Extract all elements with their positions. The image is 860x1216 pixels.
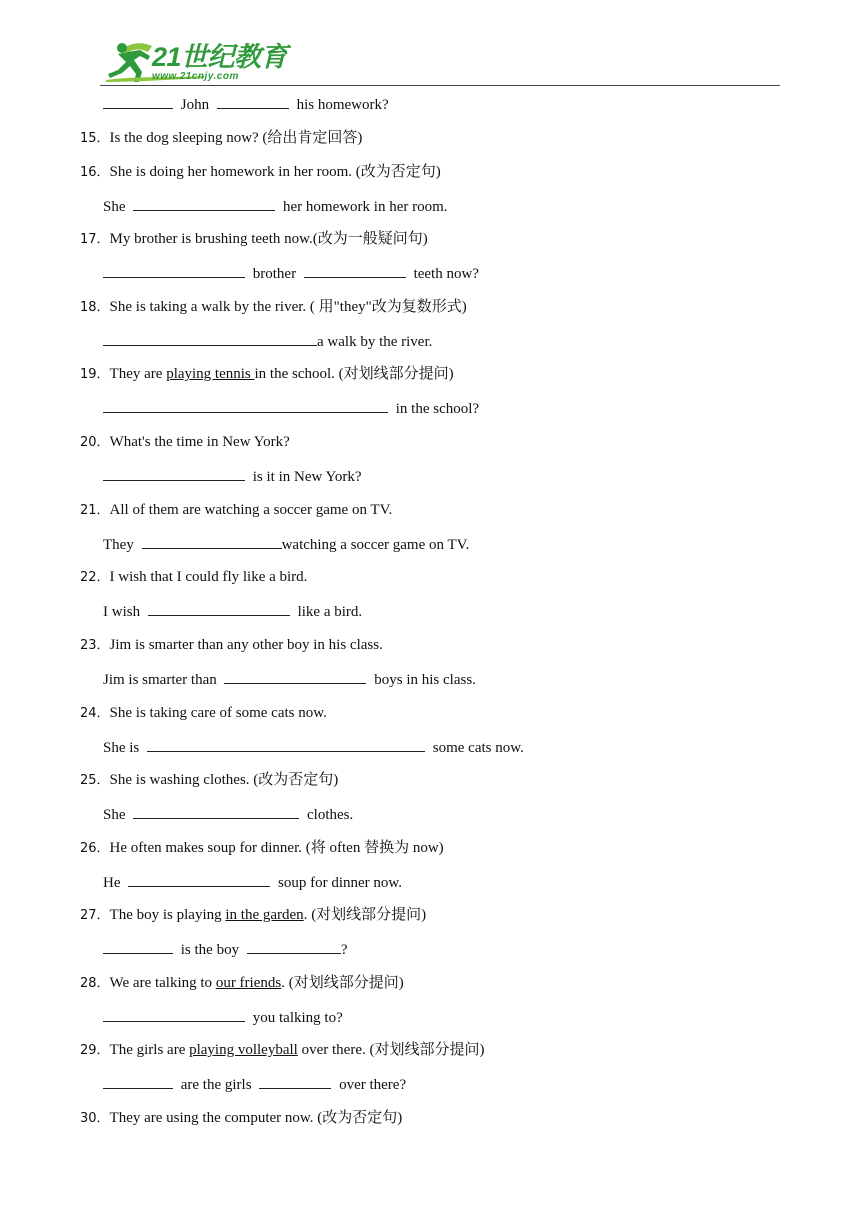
answer-text: She is bbox=[103, 740, 140, 756]
answer-line-17 bbox=[103, 261, 479, 285]
question-number: 16． bbox=[80, 165, 110, 180]
answer-text: boys in his class. bbox=[374, 672, 476, 688]
question-16 bbox=[80, 160, 441, 184]
answer-line-25 bbox=[103, 802, 353, 826]
answer-line-14 bbox=[103, 92, 389, 116]
answer-line-21 bbox=[103, 532, 469, 556]
question-number: 24． bbox=[80, 706, 110, 721]
page-header bbox=[0, 0, 860, 90]
answer-line-26 bbox=[103, 870, 402, 894]
question-text: The boy is playing bbox=[109, 907, 226, 923]
answer-text: She bbox=[103, 199, 126, 215]
logo-title: 21世纪教育 bbox=[152, 42, 288, 72]
question-number: 26． bbox=[80, 841, 110, 856]
answer-text: in the school? bbox=[395, 401, 480, 417]
question-text: What's the time in New York? bbox=[109, 434, 290, 450]
answer-blank[interactable] bbox=[103, 464, 245, 481]
answer-blank[interactable] bbox=[148, 599, 290, 616]
answer-text: John bbox=[180, 97, 210, 113]
question-number: 19． bbox=[80, 367, 110, 382]
answer-text: He bbox=[103, 875, 121, 891]
underlined-phrase: in the garden bbox=[225, 907, 304, 923]
answer-text: is the boy bbox=[180, 942, 240, 958]
question-text: She is taking a walk by the river. ( 用"they"改为复数形式) bbox=[109, 299, 467, 315]
answer-text: like a bird. bbox=[297, 604, 363, 620]
question-number: 22． bbox=[80, 570, 110, 585]
answer-text: some cats now. bbox=[432, 740, 524, 756]
question-27 bbox=[80, 903, 426, 927]
question-28 bbox=[80, 971, 404, 995]
question-19 bbox=[80, 362, 454, 386]
answer-line-27 bbox=[103, 937, 348, 961]
question-text: She is washing clothes. (改为否定句) bbox=[109, 772, 339, 788]
question-text: . (对划线部分提问) bbox=[281, 975, 404, 991]
answer-text: I wish bbox=[103, 604, 141, 620]
question-24 bbox=[80, 701, 327, 725]
header-divider bbox=[100, 85, 780, 86]
question-29 bbox=[80, 1038, 484, 1062]
question-text: Is the dog sleeping now? (给出肯定回答) bbox=[109, 130, 363, 146]
question-number: 27． bbox=[80, 908, 110, 923]
answer-line-16 bbox=[103, 194, 448, 218]
answer-text: her homework in her room. bbox=[283, 199, 448, 215]
question-30 bbox=[80, 1106, 402, 1130]
question-number: 23． bbox=[80, 638, 110, 653]
question-text: He often makes soup for dinner. (将 often 替换为 now) bbox=[109, 840, 444, 856]
question-text: Jim is smarter than any other boy in his class. bbox=[109, 637, 383, 653]
question-text: My brother is brushing teeth now.(改为一般疑问句) bbox=[109, 231, 428, 247]
answer-blank[interactable] bbox=[128, 870, 270, 887]
answer-text: is it in New York? bbox=[252, 469, 362, 485]
answer-blank[interactable] bbox=[259, 1072, 331, 1089]
answer-text: watching a soccer game on TV. bbox=[281, 537, 470, 553]
question-text: They are bbox=[109, 366, 167, 382]
answer-text: are the girls bbox=[180, 1077, 252, 1093]
question-number: 18． bbox=[80, 300, 110, 315]
answer-blank[interactable] bbox=[217, 92, 289, 109]
question-text: . (对划线部分提问) bbox=[303, 907, 427, 923]
answer-text: a walk by the river. bbox=[317, 334, 433, 350]
answer-blank[interactable] bbox=[142, 532, 282, 549]
question-number: 15． bbox=[80, 131, 110, 146]
answer-blank[interactable] bbox=[224, 667, 366, 684]
answer-blank[interactable] bbox=[103, 1005, 245, 1022]
question-18 bbox=[80, 295, 467, 319]
answer-text: over there? bbox=[339, 1077, 407, 1093]
answer-text: teeth now? bbox=[413, 266, 479, 282]
question-22 bbox=[80, 565, 307, 589]
underlined-phrase: playing volleyball bbox=[189, 1042, 298, 1058]
answer-text: They bbox=[103, 537, 134, 553]
answer-line-29 bbox=[103, 1072, 406, 1096]
question-25 bbox=[80, 768, 338, 792]
answer-line-19 bbox=[103, 396, 479, 420]
question-number: 20． bbox=[80, 435, 110, 450]
question-number: 17． bbox=[80, 232, 110, 247]
answer-blank[interactable] bbox=[304, 261, 406, 278]
logo-url: www.21cnjy.com bbox=[152, 71, 239, 82]
question-17 bbox=[80, 227, 428, 251]
question-number: 25． bbox=[80, 773, 110, 788]
answer-blank[interactable] bbox=[103, 92, 173, 109]
question-20 bbox=[80, 430, 290, 454]
underlined-phrase: playing tennis bbox=[166, 366, 255, 382]
answer-text: ? bbox=[340, 942, 348, 958]
question-text: They are using the computer now. (改为否定句) bbox=[109, 1110, 403, 1126]
answer-blank[interactable] bbox=[103, 1072, 173, 1089]
question-text: We are talking to bbox=[109, 975, 216, 991]
answer-text: clothes. bbox=[307, 807, 354, 823]
question-number: 28． bbox=[80, 976, 110, 991]
answer-line-24 bbox=[103, 735, 524, 759]
answer-text: his homework? bbox=[296, 97, 389, 113]
answer-text: Jim is smarter than bbox=[103, 672, 217, 688]
answer-line-28 bbox=[103, 1005, 343, 1029]
underlined-phrase: our friends bbox=[215, 975, 282, 991]
answer-blank[interactable] bbox=[147, 735, 425, 752]
answer-blank[interactable] bbox=[103, 937, 173, 954]
answer-text: soup for dinner now. bbox=[278, 875, 403, 891]
question-text: She is taking care of some cats now. bbox=[109, 705, 327, 721]
answer-blank[interactable] bbox=[103, 329, 317, 346]
question-26 bbox=[80, 836, 444, 860]
question-23 bbox=[80, 633, 383, 657]
answer-line-22 bbox=[103, 599, 362, 623]
answer-text: brother bbox=[252, 266, 297, 282]
question-number: 21． bbox=[80, 503, 110, 518]
question-text: The girls are bbox=[109, 1042, 190, 1058]
answer-text: you talking to? bbox=[252, 1010, 343, 1026]
question-text: I wish that I could fly like a bird. bbox=[109, 569, 308, 585]
question-number: 30． bbox=[80, 1111, 110, 1126]
question-text: All of them are watching a soccer game on TV. bbox=[109, 502, 393, 518]
answer-blank[interactable] bbox=[133, 802, 299, 819]
question-text: She is doing her homework in her room. (改为否定句) bbox=[109, 164, 441, 180]
question-15 bbox=[80, 126, 362, 150]
answer-text: She bbox=[103, 807, 126, 823]
answer-blank[interactable] bbox=[103, 261, 245, 278]
question-number: 29． bbox=[80, 1043, 110, 1058]
answer-line-20 bbox=[103, 464, 362, 488]
answer-line-18 bbox=[103, 329, 432, 353]
question-21 bbox=[80, 498, 392, 522]
answer-blank[interactable] bbox=[103, 396, 388, 413]
answer-blank[interactable] bbox=[133, 194, 275, 211]
question-text: over there. (对划线部分提问) bbox=[297, 1042, 485, 1058]
question-text: in the school. (对划线部分提问) bbox=[254, 366, 454, 382]
answer-line-23 bbox=[103, 667, 476, 691]
answer-blank[interactable] bbox=[247, 937, 341, 954]
